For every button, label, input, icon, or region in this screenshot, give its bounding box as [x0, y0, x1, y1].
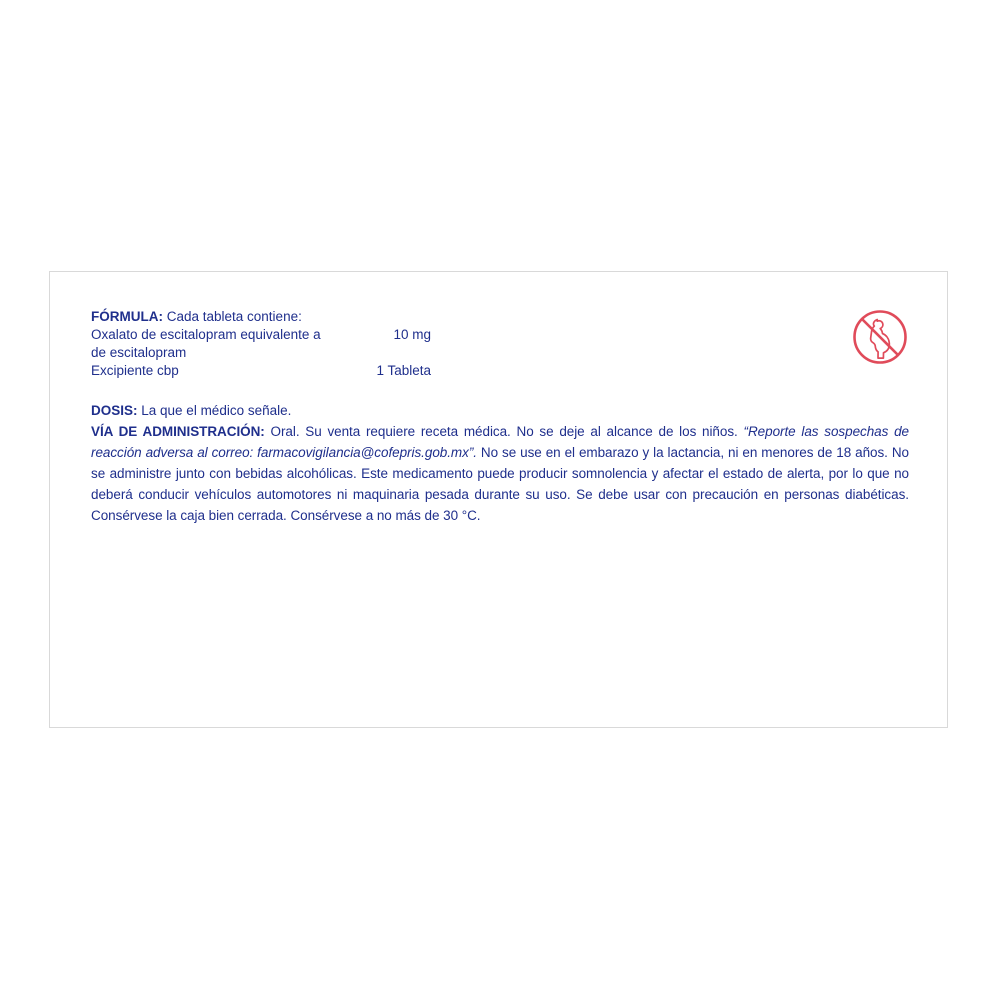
formula-heading	[91, 308, 431, 326]
formula-section	[91, 308, 431, 380]
administration-paragraph	[91, 421, 909, 526]
dosage-text: La que el médico señale.	[137, 403, 292, 418]
adverse-reaction-report-text: “Reporte las sospechas de reacción adversa al correo: farmacovigilancia@cofepris.gob.mx”.	[91, 424, 910, 460]
dosage-section	[91, 400, 909, 526]
dosage-key: DOSIS:	[91, 403, 138, 418]
ingredient-name: Excipiente cbp	[91, 363, 179, 378]
formula-heading-key: FÓRMULA:	[91, 309, 163, 324]
administration-text-before: Oral. Su venta requiere receta médica. No se deje al alcance de los niños.	[264, 424, 744, 439]
administration-key: VÍA DE ADMINISTRACIÓN:	[91, 424, 265, 439]
label-panel	[49, 271, 948, 728]
ingredient-name: Oxalato de escitalopram equivalente a de escitalopram	[91, 327, 321, 360]
ingredient-amount: 1 Tableta	[376, 363, 431, 378]
formula-heading-text: Cada tableta contiene:	[162, 309, 302, 324]
no-pregnancy-icon	[852, 309, 908, 365]
administration-text-after: No se use en el embarazo y la lactancia, ni en menores de 18 años. No se administre junto con bebidas alcohólicas. Este medicamento puede producir somnolencia y afectar el estado de alerta, por lo que no deberá conducir vehículos automotores ni maquinaria pesada durante su uso. Se debe usar con precaución en personas diabéticas. Consérvese la caja bien cerrada. Consérvese a no más de 30 °C.	[91, 445, 909, 523]
ingredient-row	[91, 326, 431, 362]
ingredient-amount: 10 mg	[393, 327, 431, 342]
dosage-line	[91, 400, 909, 421]
ingredient-row	[91, 362, 431, 380]
